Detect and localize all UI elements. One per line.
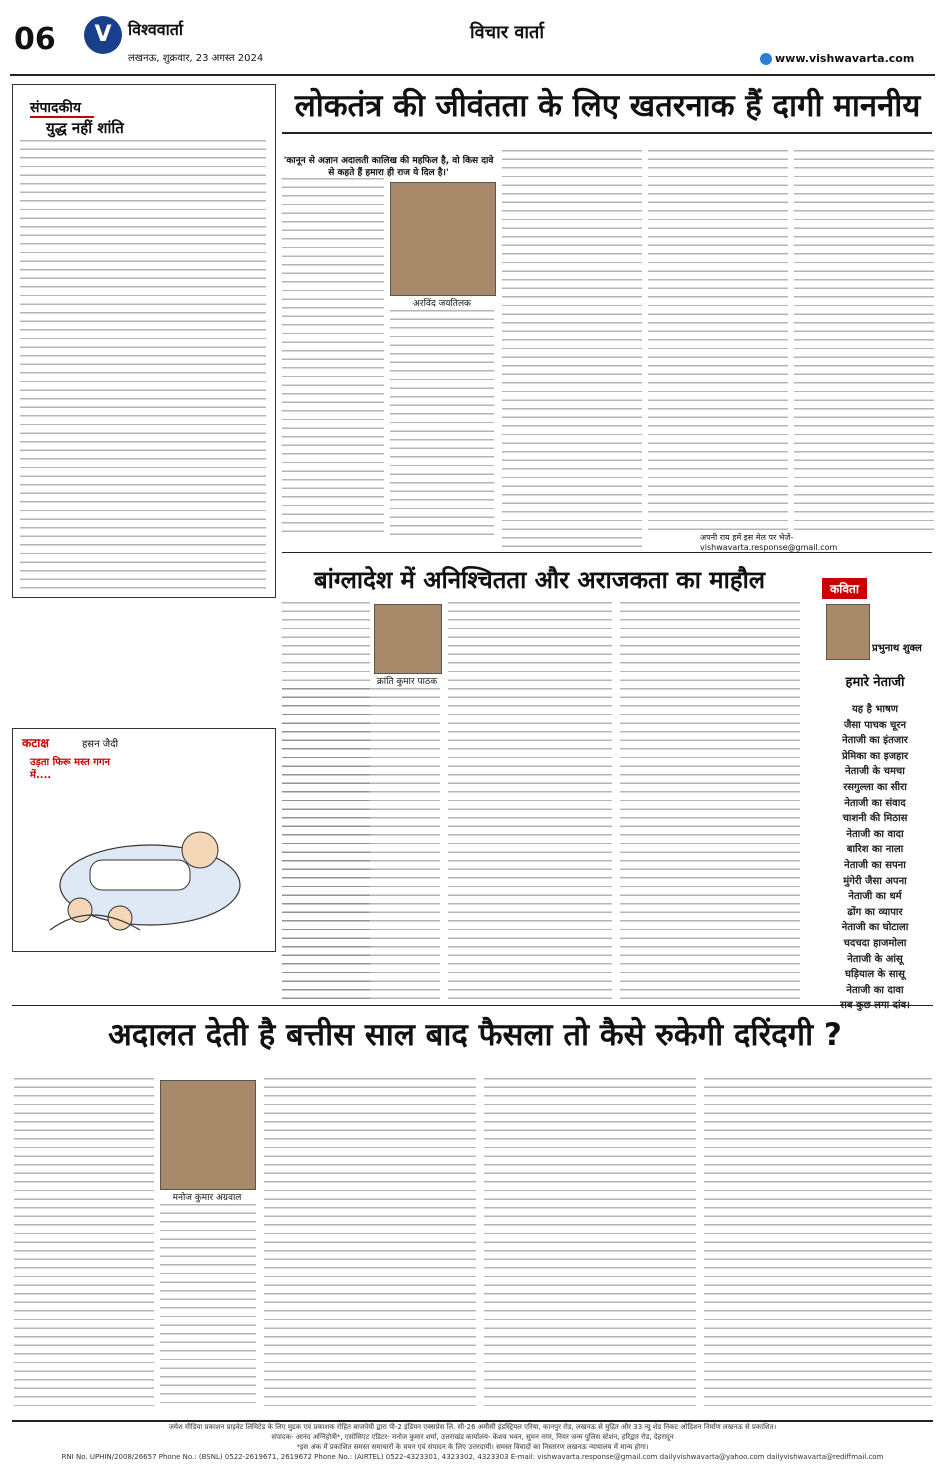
poem-body <box>818 702 932 1014</box>
poem-line: नेताजी का धर्म <box>848 891 902 903</box>
website-text: www.vishwavarta.com <box>775 52 915 65</box>
poem-line: नेताजी का दावा <box>846 984 904 996</box>
poet-name: प्रभुनाथ शुक्ल <box>872 643 922 654</box>
poem-line: चाशनी की मिठास <box>842 813 908 825</box>
bangladesh-headline: बांग्लादेश में अनिश्चितता और अराजकता का माहौल <box>313 566 766 594</box>
cartoon-label: कटाक्ष <box>22 736 49 750</box>
court-col-1b <box>160 1204 256 1410</box>
court-col-4 <box>704 1078 932 1410</box>
poem-line: नेताजी का इंतजार <box>842 735 908 747</box>
bangladesh-col-1 <box>282 688 440 1002</box>
poem-line: नेताजी का वादा <box>846 828 904 840</box>
poem-line: नेताजी के चमचा <box>845 766 905 778</box>
poem-line: नेताजी के आंसू <box>847 953 903 965</box>
lead-author-name: अरविंद जयतिलक <box>413 299 471 309</box>
globe-icon <box>760 53 772 65</box>
lead-col-4 <box>794 150 934 530</box>
cartoon-illustration <box>30 790 260 945</box>
editorial-headline: युद्ध नहीं शांति <box>46 119 124 137</box>
poem-line: जैसा पाचक चूरन <box>843 719 907 731</box>
poem-line: चदचदा हाजमोला <box>843 937 907 949</box>
poem-line: बारिश का नाला <box>846 844 904 856</box>
imprint-line-1: जयेश मीडिया प्रकाशन प्राइवेट लिमिटेड के लिए मुद्रक एवं प्रकाशक रोहित बाजपेयी द्वारा पी-2 इंडियन एक्सप्रेस लि. सी-26 अमौसी इंडस्ट्रियल एरिया, कानपुर रोड, लखनऊ से मुद्रित और 33 न्यू शेड निकट ओडिशन निर्माण लखनऊ से प्रकाशित। <box>168 1423 777 1431</box>
poem-line: नेताजी का सपना <box>844 859 906 871</box>
lead-headline: लोकतंत्र की जीवंतता के लिए खतरनाक हैं दागी माननीय <box>294 88 921 124</box>
lead-col-1 <box>282 178 384 538</box>
cartoon-caption: उड़ता फिरू मस्त गगन में.... <box>30 757 111 781</box>
poem-title: हमारे नेताजी <box>845 675 905 690</box>
bangladesh-author-name: क्रांति कुमार पाठक <box>376 677 438 687</box>
lead-pull-quote: 'कानून से अज्ञान अदालती कालिख की महफिल है, वो किस दावे से कहते हैं हमारा ही राज ये दिल है।' <box>283 156 494 178</box>
poem-line <box>818 998 932 1014</box>
bangladesh-col-2 <box>448 602 612 1002</box>
court-author-name: मनोज कुमार अग्रवाल <box>172 1193 242 1203</box>
lead-author-photo <box>390 182 496 296</box>
page-number: 06 <box>14 22 56 57</box>
lead-col-2 <box>502 150 642 550</box>
court-author-photo <box>160 1080 256 1190</box>
imprint-line-3: *इस अंक में प्रकाशित समस्त समाचारों के चयन एवं संपादन के लिए उत्तरदायी। समस्त विवादों का निस्तारण लखनऊ न्यायालय में मान्य होगा। <box>296 1443 649 1451</box>
court-col-3 <box>484 1078 696 1410</box>
court-col-1 <box>14 1078 154 1410</box>
section-title: विचार वार्ता <box>470 22 544 43</box>
poet-photo <box>826 604 870 660</box>
poem-line: नेताजी का घोटाला <box>841 922 909 934</box>
imprint-footer <box>12 1420 933 1470</box>
court-top-rule <box>12 1005 933 1006</box>
dateline: लखनऊ, शुक्रवार, 23 अगस्त 2024 <box>128 53 264 64</box>
imprint-line-4: RNI No. UPHIN/2008/26657 Phone No.: (BSNL) 0522-2619671, 2619672 Phone No.: (AIRTEL) 0522-4323301, 4323302, 4323303 E-mail: vishwavarta.response@gmail.com dailyvishwavarta@yahoo.com dailyvishwavarta@rediffmail.com <box>61 1453 884 1461</box>
kavita-label: कविता <box>822 578 867 599</box>
poem-line: मुंगेरी जैसा अपना <box>843 875 907 887</box>
poem-line: यह है भाषण <box>851 704 898 715</box>
logo-icon: V <box>84 16 122 54</box>
court-headline: अदालत देती है बत्तीस साल बाद फैसला तो कैसे रुकेगी दरिंदगी ? <box>108 1017 842 1053</box>
poem-line: रसगुल्ला का सीरा <box>843 781 907 793</box>
poem-line: प्रेमिका का इजहार <box>841 750 909 762</box>
poem-line: ढोंग का व्यापार <box>847 906 903 918</box>
bangladesh-author-photo <box>374 604 442 674</box>
editorial-body <box>20 140 266 590</box>
lead-col-1b <box>390 310 494 538</box>
website-link[interactable] <box>760 52 914 65</box>
paper-title: विश्ववार्ता <box>128 20 184 39</box>
lead-bottom-rule <box>282 552 932 553</box>
bangladesh-col-3 <box>620 602 800 1002</box>
court-col-2 <box>264 1078 476 1410</box>
cartoon-artist: हसन जैदी <box>82 739 119 750</box>
poem-line: नेताजी का संवाद <box>844 797 906 809</box>
editorial-label: संपादकीय <box>30 100 81 116</box>
lead-signoff: अपनी राय हमें इस मेल पर भेजें- vishwavarta.response@gmail.com <box>700 533 838 552</box>
lead-col-3 <box>648 150 788 530</box>
lead-rule <box>282 132 932 134</box>
poem-line: घड़ियाल के सासू <box>845 969 905 981</box>
imprint-line-2: संपादक- आनंद अग्निहोत्री*, एसोसिएट एडिटर- मनोज कुमार शर्मा, उत्तराखंड कार्यालय- केशव भवन, सुमन नगर, नियर जन्म पुलिस स्टेशन, हरिद्वार रोड, देहरादून <box>271 1433 674 1441</box>
